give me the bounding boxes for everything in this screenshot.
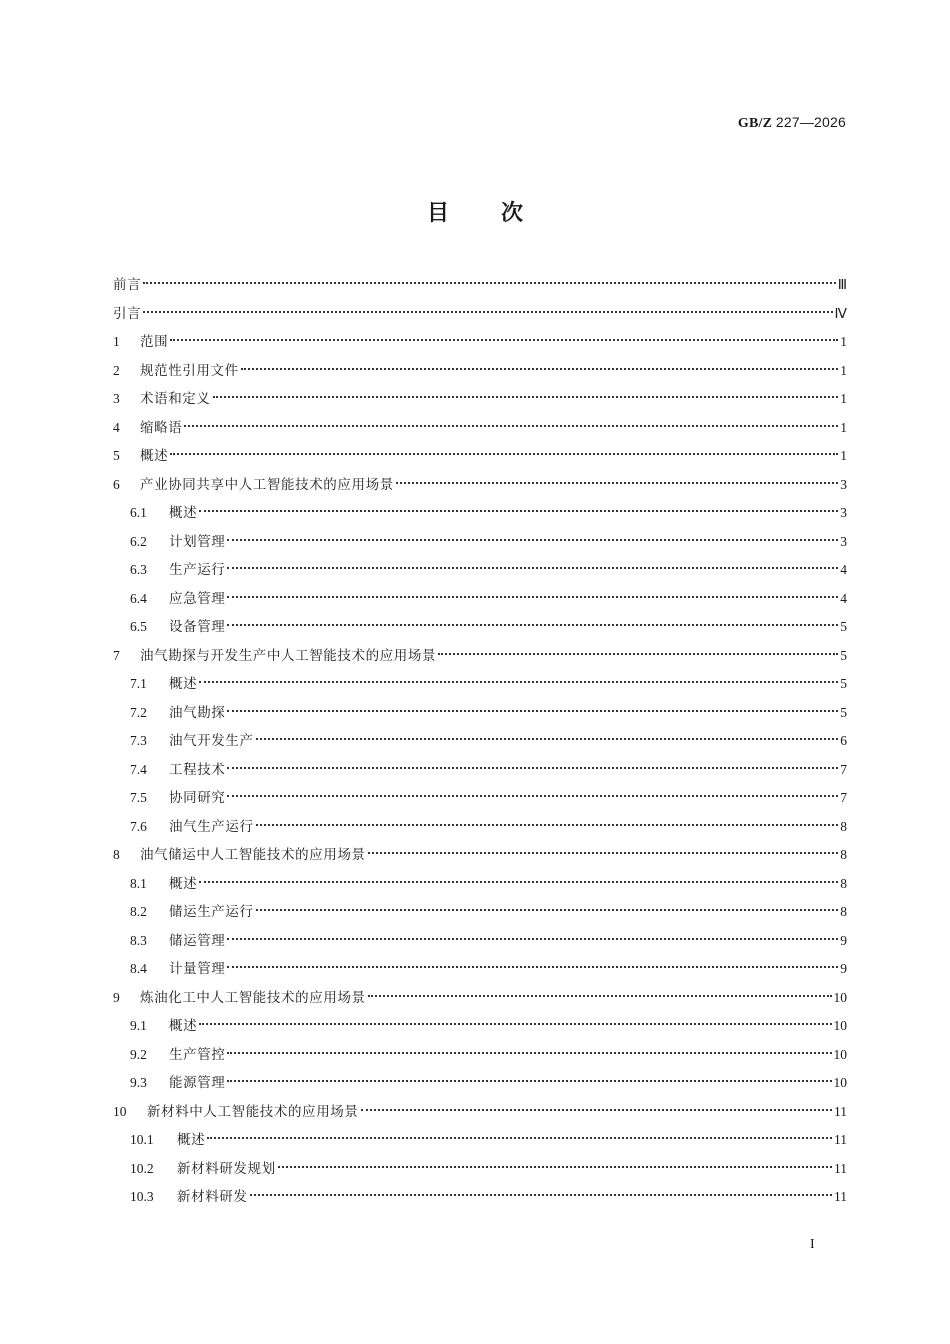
toc-entry[interactable] bbox=[113, 1155, 847, 1184]
toc-entry[interactable] bbox=[113, 670, 847, 699]
toc-entry-page: 11 bbox=[834, 1189, 847, 1204]
toc-entry[interactable] bbox=[113, 756, 847, 785]
toc-entry-page: Ⅳ bbox=[834, 305, 847, 321]
toc-entry-page: 9 bbox=[840, 961, 847, 976]
toc-entry-title: 应急管理 bbox=[169, 590, 226, 607]
toc-entry-number: 10 bbox=[113, 1103, 127, 1119]
toc-entry-title: 产业协同共享中人工智能技术的应用场景 bbox=[140, 476, 394, 493]
toc-entry-page: 9 bbox=[840, 932, 847, 948]
toc-dot-leader bbox=[256, 738, 839, 740]
toc-dot-leader bbox=[227, 795, 838, 797]
toc-dot-leader bbox=[170, 339, 838, 341]
toc-entry-number: 3 bbox=[113, 391, 120, 406]
toc-entry-title: 概述 bbox=[169, 875, 198, 892]
toc-entry-page: 1 bbox=[840, 391, 847, 406]
toc-entry-page: 11 bbox=[834, 1132, 847, 1147]
toc-dot-leader bbox=[278, 1166, 832, 1168]
toc-entry-page: 8 bbox=[840, 875, 847, 891]
document-code bbox=[738, 114, 846, 132]
toc-entry[interactable] bbox=[113, 699, 847, 728]
toc-entry-number: 7 bbox=[113, 647, 120, 663]
toc-dot-leader bbox=[368, 852, 839, 854]
page-number: I bbox=[810, 1237, 815, 1252]
toc-dot-leader bbox=[143, 282, 835, 284]
toc-dot-leader bbox=[199, 510, 838, 512]
toc-entry-page: Ⅲ bbox=[837, 277, 847, 292]
toc-entry-page: 3 bbox=[840, 533, 847, 549]
toc-entry-title: 新材料研发规划 bbox=[177, 1160, 276, 1177]
toc-entry-number: 6 bbox=[113, 476, 120, 492]
toc-entry-number: 9 bbox=[113, 989, 120, 1005]
document-code-prefix: GB/Z bbox=[737, 116, 773, 131]
toc-entry-title: 生产管控 bbox=[169, 1046, 226, 1063]
toc-entry-page: 7 bbox=[840, 761, 847, 777]
toc-entry-number: 6.3 bbox=[130, 562, 147, 577]
toc-entry-title: 新材料研发 bbox=[177, 1189, 248, 1205]
toc-entry-number: 7.4 bbox=[130, 761, 147, 777]
toc-entry-page: 3 bbox=[840, 476, 847, 492]
toc-entry-number: 6.1 bbox=[130, 505, 147, 520]
toc-dot-leader bbox=[438, 653, 838, 655]
toc-dot-leader bbox=[227, 710, 838, 712]
toc-entry-number: 9.2 bbox=[130, 1046, 147, 1062]
document-code-number: 227—2026 bbox=[775, 114, 846, 130]
toc-entry-number: 8.2 bbox=[130, 904, 147, 919]
toc-entry[interactable] bbox=[113, 1183, 847, 1212]
toc-entry-page: 5 bbox=[840, 619, 847, 634]
toc-entry[interactable] bbox=[113, 585, 847, 614]
toc-entry-page: 8 bbox=[840, 818, 847, 834]
toc-entry-number: 6.2 bbox=[130, 533, 147, 549]
toc-dot-leader bbox=[368, 995, 832, 997]
toc-entry-title: 概述 bbox=[169, 505, 198, 521]
toc-dot-leader bbox=[170, 453, 838, 455]
toc-entry-number: 6.5 bbox=[130, 619, 147, 634]
toc-entry-page: 11 bbox=[834, 1160, 847, 1176]
toc-entry-title: 工程技术 bbox=[169, 761, 226, 778]
toc-entry-page: 1 bbox=[840, 362, 847, 378]
toc-entry-number: 9.1 bbox=[130, 1018, 147, 1033]
toc-entry-title: 计量管理 bbox=[169, 961, 226, 977]
toc-dot-leader bbox=[396, 482, 838, 484]
toc-entry-page: 10 bbox=[833, 989, 847, 1005]
toc-entry[interactable] bbox=[113, 385, 847, 414]
toc-entry[interactable] bbox=[113, 1069, 847, 1098]
toc-entry-title: 引言 bbox=[113, 305, 142, 322]
toc-entry[interactable] bbox=[113, 841, 847, 870]
toc-dot-leader bbox=[361, 1109, 833, 1111]
toc-entry[interactable] bbox=[113, 870, 847, 899]
toc-dot-leader bbox=[227, 596, 838, 598]
toc-entry[interactable] bbox=[113, 984, 847, 1013]
toc-entry[interactable] bbox=[113, 1126, 847, 1155]
toc-entry[interactable] bbox=[113, 328, 847, 357]
toc-entry-number: 7.1 bbox=[130, 676, 147, 691]
toc-entry-page: 10 bbox=[833, 1046, 847, 1062]
toc-entry[interactable] bbox=[113, 471, 847, 500]
toc-dot-leader bbox=[227, 1052, 831, 1054]
toc-dot-leader bbox=[227, 767, 838, 769]
table-of-contents bbox=[113, 271, 847, 1212]
toc-entry-page: 5 bbox=[840, 676, 847, 691]
toc-entry[interactable] bbox=[113, 528, 847, 557]
toc-entry-number: 1 bbox=[113, 334, 120, 349]
toc-dot-leader bbox=[227, 966, 838, 968]
toc-entry[interactable] bbox=[113, 300, 847, 329]
toc-entry-page: 1 bbox=[840, 448, 847, 463]
toc-entry[interactable] bbox=[113, 414, 847, 443]
toc-entry-page: 4 bbox=[840, 590, 847, 606]
toc-dot-leader bbox=[199, 681, 838, 683]
toc-entry-title: 缩略语 bbox=[140, 419, 183, 436]
toc-entry-title: 油气勘探与开发生产中人工智能技术的应用场景 bbox=[140, 647, 437, 664]
toc-entry-page: 4 bbox=[840, 562, 847, 577]
toc-dot-leader bbox=[227, 938, 838, 940]
toc-entry-number: 10.3 bbox=[130, 1189, 154, 1204]
toc-entry-number: 8.3 bbox=[130, 932, 147, 948]
toc-entry[interactable] bbox=[113, 642, 847, 671]
toc-entry-title: 规范性引用文件 bbox=[140, 362, 239, 379]
toc-entry[interactable] bbox=[113, 955, 847, 984]
toc-entry[interactable] bbox=[113, 271, 847, 300]
toc-entry-title: 概述 bbox=[177, 1132, 206, 1148]
toc-dot-leader bbox=[227, 1080, 831, 1082]
toc-entry-title: 术语和定义 bbox=[140, 391, 211, 407]
toc-entry[interactable] bbox=[113, 898, 847, 927]
toc-entry[interactable] bbox=[113, 442, 847, 471]
toc-entry-page: 1 bbox=[840, 419, 847, 435]
toc-entry-title: 炼油化工中人工智能技术的应用场景 bbox=[140, 989, 366, 1006]
toc-entry-title: 油气储运中人工智能技术的应用场景 bbox=[140, 847, 366, 863]
toc-dot-leader bbox=[250, 1194, 833, 1196]
toc-dot-leader bbox=[207, 1137, 832, 1139]
toc-dot-leader bbox=[199, 1023, 831, 1025]
toc-entry-title: 生产运行 bbox=[169, 562, 226, 578]
toc-entry-number: 8.4 bbox=[130, 961, 147, 976]
toc-entry[interactable] bbox=[113, 927, 847, 956]
toc-entry[interactable] bbox=[113, 556, 847, 585]
toc-entry-title: 油气勘探 bbox=[169, 704, 226, 721]
toc-dot-leader bbox=[184, 425, 838, 427]
toc-entry-page: 6 bbox=[840, 733, 847, 748]
toc-entry-title: 油气生产运行 bbox=[169, 818, 254, 835]
toc-entry[interactable] bbox=[113, 1012, 847, 1041]
toc-dot-leader bbox=[256, 824, 839, 826]
toc-entry-number: 5 bbox=[113, 448, 120, 463]
toc-entry-page: 10 bbox=[833, 1075, 847, 1090]
toc-entry[interactable] bbox=[113, 813, 847, 842]
toc-entry-title: 油气开发生产 bbox=[169, 733, 254, 749]
toc-entry-page: 5 bbox=[840, 647, 847, 663]
toc-entry-title: 新材料中人工智能技术的应用场景 bbox=[147, 1103, 359, 1120]
toc-entry[interactable] bbox=[113, 499, 847, 528]
toc-entry-number: 7.6 bbox=[130, 818, 147, 834]
toc-entry-number: 4 bbox=[113, 419, 120, 435]
toc-dot-leader bbox=[227, 624, 838, 626]
toc-entry-title: 储运生产运行 bbox=[169, 904, 254, 920]
toc-dot-leader bbox=[213, 396, 839, 398]
toc-entry-number: 8.1 bbox=[130, 875, 147, 891]
toc-entry[interactable] bbox=[113, 357, 847, 386]
toc-entry[interactable] bbox=[113, 727, 847, 756]
toc-entry-number: 10.1 bbox=[130, 1132, 154, 1147]
toc-dot-leader bbox=[199, 881, 838, 883]
toc-dot-leader bbox=[227, 539, 838, 541]
toc-entry-number: 2 bbox=[113, 362, 120, 378]
toc-entry-title: 计划管理 bbox=[169, 533, 226, 550]
toc-entry-title: 协同研究 bbox=[169, 790, 226, 806]
toc-entry[interactable] bbox=[113, 613, 847, 642]
toc-dot-leader bbox=[227, 567, 838, 569]
toc-entry-number: 7.3 bbox=[130, 733, 147, 748]
toc-entry-number: 9.3 bbox=[130, 1075, 147, 1090]
toc-entry-page: 10 bbox=[833, 1018, 847, 1033]
toc-entry-page: 11 bbox=[834, 1103, 847, 1119]
toc-entry-number: 10.2 bbox=[130, 1160, 154, 1176]
toc-entry-title: 前言 bbox=[113, 277, 142, 293]
toc-entry-title: 储运管理 bbox=[169, 932, 226, 949]
toc-entry-page: 8 bbox=[840, 904, 847, 919]
toc-entry-number: 7.5 bbox=[130, 790, 147, 805]
toc-entry-title: 能源管理 bbox=[169, 1075, 226, 1091]
toc-entry-page: 8 bbox=[840, 847, 847, 862]
toc-dot-leader bbox=[241, 368, 839, 370]
toc-entry-title: 概述 bbox=[169, 1018, 198, 1034]
toc-entry-title: 设备管理 bbox=[169, 619, 226, 635]
toc-entry-number: 7.2 bbox=[130, 704, 147, 720]
toc-entry-page: 5 bbox=[840, 704, 847, 720]
toc-entry-number: 6.4 bbox=[130, 590, 147, 606]
toc-entry[interactable] bbox=[113, 1041, 847, 1070]
toc-entry-page: 3 bbox=[840, 505, 847, 520]
toc-entry-page: 7 bbox=[840, 790, 847, 805]
toc-entry-title: 概述 bbox=[169, 676, 198, 692]
toc-entry[interactable] bbox=[113, 784, 847, 813]
toc-entry-title: 范围 bbox=[140, 334, 169, 350]
toc-entry-page: 1 bbox=[840, 334, 847, 349]
toc-entry-number: 8 bbox=[113, 847, 120, 862]
toc-entry-title: 概述 bbox=[140, 448, 169, 464]
toc-entry[interactable] bbox=[113, 1098, 847, 1127]
toc-dot-leader bbox=[256, 909, 839, 911]
toc-dot-leader bbox=[143, 311, 832, 313]
page-title: 目次 bbox=[426, 201, 575, 226]
